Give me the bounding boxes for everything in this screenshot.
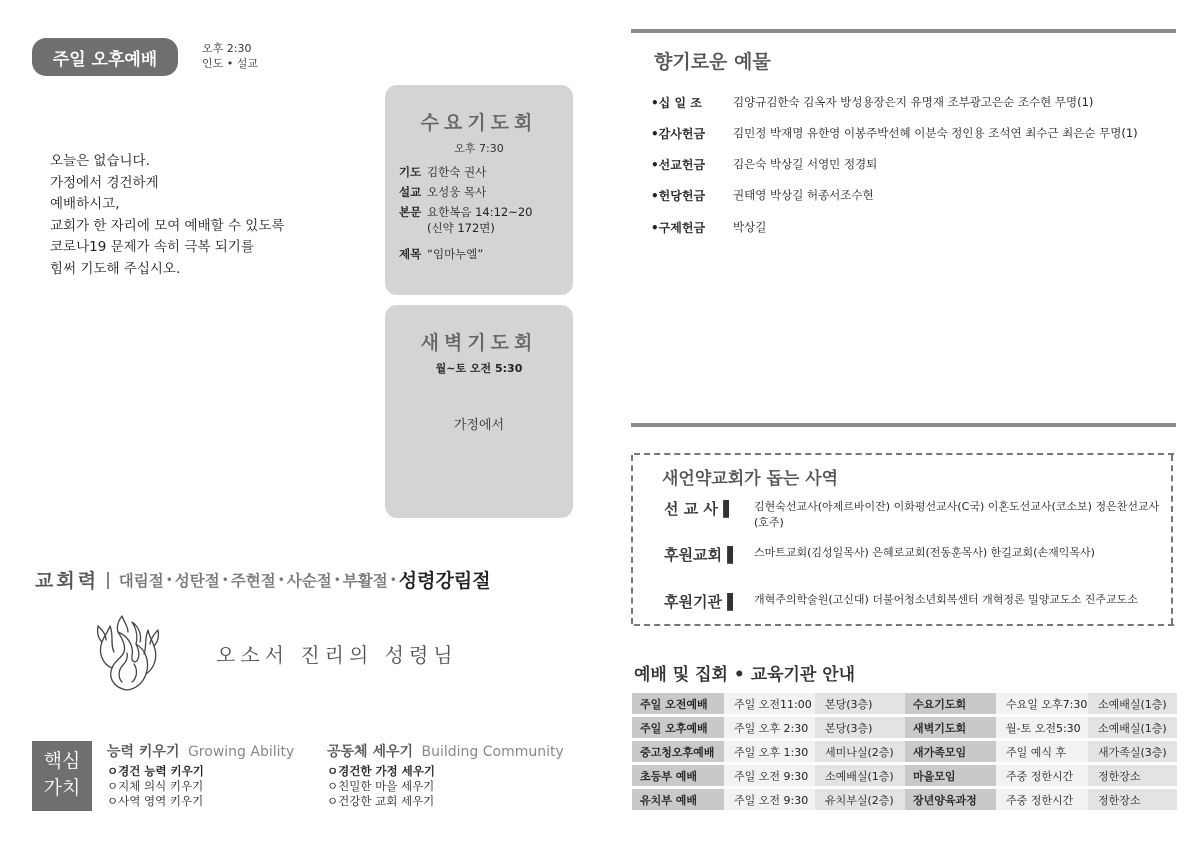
- core-label-line: 가치: [43, 777, 81, 799]
- detail-row: [399, 244, 557, 264]
- wednesday-prayer-title: 수요기도회: [420, 112, 538, 134]
- notice-line: 오늘은 없습니다.: [50, 153, 150, 169]
- meeting-name: 주일 오전예배: [632, 693, 724, 714]
- table-row: [632, 765, 1177, 786]
- afternoon-service-title: 주일 오후예배: [32, 38, 178, 76]
- meeting-time: 수요일 오후7:30: [996, 693, 1088, 714]
- afternoon-service-info: [202, 41, 258, 71]
- calendar-dot: •: [389, 572, 397, 587]
- offering-type: •선교헌금: [651, 158, 706, 172]
- meeting-time: 주중 정한시간: [996, 789, 1088, 810]
- offering-row: [651, 187, 874, 204]
- meeting-name: 초등부 예배: [632, 765, 724, 786]
- meeting-name: 마을모임: [905, 765, 996, 786]
- meeting-time: 주중 정한시간: [996, 765, 1088, 786]
- calendar-divider: |: [105, 569, 111, 590]
- offering-row: [651, 94, 1093, 111]
- table-row: [632, 789, 1177, 810]
- notice-line: 코로나19 문제가 속히 극복 되기를: [50, 239, 254, 255]
- offering-type: •십 일 조: [651, 96, 702, 110]
- detail-row: [399, 204, 557, 220]
- dawn-prayer-time: 월~토 오전 5:30: [435, 362, 523, 375]
- core-label-line: 핵심: [43, 750, 81, 772]
- detail-value: 요한복음 14:12~20: [427, 205, 533, 219]
- afternoon-service-time: 오후 2:30: [202, 42, 252, 55]
- mission-title: 새언약교회가 돕는 사역: [662, 469, 839, 489]
- offering-names: 김은숙 박상길 서영민 정경퇴: [733, 157, 878, 171]
- meeting-time: 월-토 오전5:30: [996, 717, 1088, 738]
- middle-divider: [631, 423, 1176, 427]
- calendar-season: 부활절: [342, 571, 388, 590]
- detail-row: [399, 162, 557, 182]
- offering-type: •감사헌금: [651, 127, 706, 141]
- core-value-list: [327, 764, 564, 809]
- detail-value: “임마누엘”: [427, 247, 484, 261]
- detail-value: 오성웅 목사: [427, 185, 487, 199]
- core-value-item: ㅇ지체 의식 키우기: [107, 779, 204, 793]
- notice-text: [50, 151, 284, 280]
- meeting-name: 장년양육과정: [905, 789, 996, 810]
- mission-category: 선 교 사 ▌: [664, 500, 735, 518]
- notice-line: 힘써 기도해 주십시오.: [50, 260, 181, 277]
- mission-list: 스마트교회(김성일목사) 은혜로교회(전동훈목사) 한길교회(손재익목사): [754, 546, 1095, 559]
- table-row: [632, 693, 1177, 714]
- offering-row: [651, 219, 766, 236]
- detail-value: 김한숙 권사: [427, 165, 487, 179]
- core-value-item: ㅇ사역 영역 키우기: [107, 794, 204, 808]
- wednesday-prayer-details: [399, 162, 557, 264]
- notice-line: 가정에서 경건하게: [50, 174, 159, 191]
- core-value-heading: [327, 741, 564, 761]
- meeting-name: 새벽기도회: [905, 717, 996, 738]
- meeting-place: 본당(3층): [815, 717, 905, 738]
- wednesday-prayer-time: 오후 7:30: [454, 142, 504, 155]
- meeting-time: 주일 오후 2:30: [724, 717, 815, 738]
- core-value-heading-ko: 공동체 세우기: [327, 744, 414, 760]
- meeting-place: 소예배실(1층): [1088, 693, 1177, 714]
- calendar-season: 주현절: [230, 571, 276, 590]
- calendar-dot: •: [165, 572, 173, 587]
- core-value-item: ㅇ건강한 교회 세우기: [327, 794, 435, 808]
- offering-names: 박상길: [733, 220, 767, 234]
- meeting-place: 소예배실(1층): [815, 765, 905, 786]
- sermon-theme: 오소서 진리의 성령님: [216, 643, 458, 667]
- meeting-place: 본당(3층): [815, 693, 905, 714]
- core-value-group: [107, 741, 294, 809]
- calendar-dot: •: [333, 572, 341, 587]
- detail-key: 제목: [399, 247, 422, 261]
- meeting-name: 중고청오후예배: [632, 741, 724, 762]
- meeting-place: 정한장소: [1088, 789, 1177, 810]
- calendar-dot: •: [221, 572, 229, 587]
- offering-names: 권태영 박상길 허종서조수현: [733, 188, 874, 202]
- detail-key: 설교: [399, 185, 422, 199]
- meeting-place: 소예배실(1층): [1088, 717, 1177, 738]
- mission-row: [664, 498, 1164, 531]
- mission-row: [664, 591, 1194, 612]
- calendar-label: 교회력: [35, 570, 100, 592]
- meeting-name: 주일 오후예배: [632, 717, 724, 738]
- meeting-name: 수요기도회: [905, 693, 996, 714]
- meeting-place: 새가족실(3층): [1088, 741, 1177, 762]
- church-calendar: [35, 566, 491, 593]
- detail-row: [399, 220, 557, 236]
- table-row: [632, 741, 1177, 762]
- core-value-heading-en: Growing Ability: [187, 744, 295, 760]
- offering-row: [651, 125, 1138, 142]
- schedule-title: 예배 및 집회 • 교육기관 안내: [634, 665, 856, 685]
- mission-category: 후원교회 ▌: [664, 546, 739, 564]
- core-value-list: [107, 764, 294, 809]
- detail-key: [399, 220, 427, 236]
- offering-row: [651, 156, 877, 173]
- detail-row: [399, 182, 557, 202]
- core-value-heading: [107, 741, 294, 761]
- core-value-item: ㅇ경건 능력 키우기: [107, 764, 204, 778]
- core-value-item: ㅇ친밀한 마을 세우기: [327, 779, 435, 793]
- offering-names: 김민정 박재명 유한영 이봉주박선혜 이분숙 정인용 조석연 최수근 최은순 무명(1): [733, 126, 1138, 140]
- meeting-name: 새가족모임: [905, 741, 996, 762]
- meeting-time: 주일 오전 9:30: [724, 789, 815, 810]
- mission-list: 개혁주의학술원(고신대) 더불어청소년회복센터 개혁정론 밀양교도소 진주교도소: [754, 593, 1138, 606]
- calendar-season: 성탄절: [174, 571, 220, 590]
- mission-row: [664, 544, 1164, 565]
- offering-type: •헌당헌금: [651, 189, 706, 203]
- meeting-time: 주일 오후 1:30: [724, 741, 815, 762]
- top-divider: [631, 29, 1176, 33]
- meeting-time: 주일 오전 9:30: [724, 765, 815, 786]
- dawn-prayer-card: [385, 305, 573, 518]
- mission-list: 김현숙선교사(아제르바이잔) 이화평선교사(C국) 이혼도선교사(코소보) 정은찬선교사(호주): [754, 500, 1160, 529]
- meeting-place: 세미나실(2층): [815, 741, 905, 762]
- notice-line: 교회가 한 자리에 모여 예배할 수 있도록: [50, 217, 285, 234]
- detail-key: 기도: [399, 165, 422, 179]
- flame-icon: [92, 612, 162, 694]
- detail-key: 본문: [399, 205, 422, 219]
- core-value-item: ㅇ경건한 가정 세우기: [327, 764, 435, 778]
- meeting-place: 정한장소: [1088, 765, 1177, 786]
- calendar-season: 사순절: [286, 571, 332, 590]
- core-values-label: [32, 741, 92, 811]
- offering-type: •구제헌금: [651, 221, 706, 235]
- core-value-group: [327, 741, 564, 809]
- offerings-title: 향기로운 예물: [654, 51, 771, 73]
- mission-category: 후원기관 ▌: [664, 593, 739, 611]
- meeting-time: 주일 예식 후: [996, 741, 1088, 762]
- afternoon-service-leader: 인도 • 설교: [202, 57, 258, 70]
- meeting-name: 유치부 예배: [632, 789, 724, 810]
- meeting-time: 주일 오전11:00: [724, 693, 815, 714]
- table-row: [632, 717, 1177, 738]
- detail-value: (신약 172면): [427, 221, 495, 235]
- dawn-prayer-place: 가정에서: [453, 418, 505, 433]
- offering-names: 김양규김한숙 김옥자 방성용장은지 유명재 조부광고은순 조수현 무명(1): [733, 95, 1094, 109]
- notice-line: 예배하시고,: [50, 196, 120, 212]
- calendar-season: 대림절: [118, 571, 164, 590]
- calendar-dot: •: [277, 572, 285, 587]
- mission-box-border-left: [631, 455, 633, 624]
- calendar-current-season: 성령강림절: [398, 570, 491, 592]
- core-value-heading-ko: 능력 키우기: [107, 744, 180, 760]
- core-value-heading-en: Building Community: [421, 744, 564, 760]
- meeting-place: 유치부실(2층): [815, 789, 905, 810]
- wednesday-prayer-card: [385, 85, 573, 295]
- dawn-prayer-title: 새벽기도회: [420, 332, 538, 354]
- schedule-table: [632, 690, 1177, 813]
